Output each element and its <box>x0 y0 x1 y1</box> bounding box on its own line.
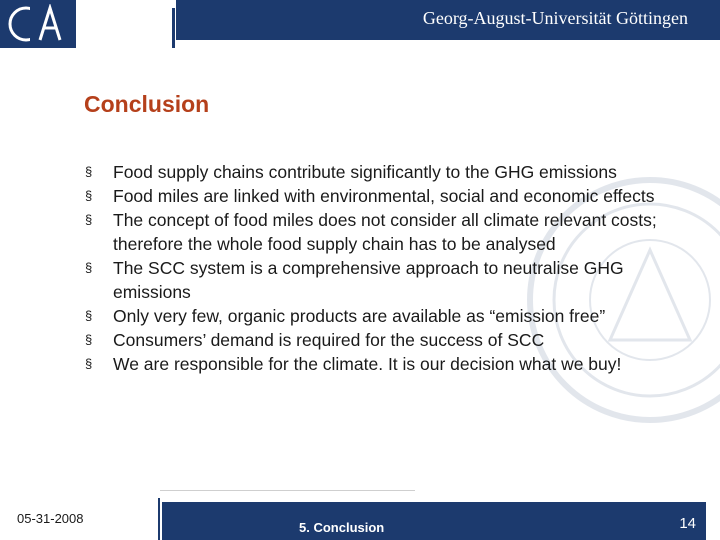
square-bullet-icon: § <box>85 356 93 371</box>
bullet-item <box>84 208 684 256</box>
bullet-item <box>84 352 684 376</box>
square-bullet-icon: § <box>85 212 93 227</box>
bullet-text: Food supply chains contribute significantly to the GHG emissions <box>113 162 617 182</box>
footer-divider <box>158 498 160 540</box>
bullet-item <box>84 304 684 328</box>
footer-date: 05-31-2008 <box>17 511 84 526</box>
slide-title: Conclusion <box>84 91 210 117</box>
bullet-text: Food miles are linked with environmental, social and economic effects <box>113 186 655 206</box>
square-bullet-icon: § <box>85 188 93 203</box>
square-bullet-icon: § <box>85 164 93 179</box>
header-divider <box>172 8 175 48</box>
footer-section-label: 5. Conclusion <box>299 520 385 535</box>
university-logo <box>0 0 76 48</box>
university-name: Georg-August-Universität Göttingen <box>422 8 688 28</box>
square-bullet-icon: § <box>85 260 93 275</box>
bullet-text: The concept of food miles does not consider all climate relevant costs; therefore the whole food supply chain has to be analysed <box>113 210 657 254</box>
slide-header <box>0 0 720 48</box>
square-bullet-icon: § <box>85 332 93 347</box>
conclusion-bullet-list <box>84 160 684 376</box>
square-bullet-icon: § <box>85 308 93 323</box>
university-monogram-icon <box>6 4 70 44</box>
footer-rule <box>160 490 415 491</box>
bullet-text: Only very few, organic products are available as “emission free” <box>113 306 606 326</box>
page-number: 14 <box>679 515 696 532</box>
bullet-text: The SCC system is a comprehensive approach to neutralise GHG emissions <box>113 258 624 302</box>
bullet-text: Consumers’ demand is required for the success of SCC <box>113 330 545 350</box>
bullet-item <box>84 184 684 208</box>
bullet-text: We are responsible for the climate. It is our decision what we buy! <box>113 354 622 374</box>
header-banner <box>176 0 720 40</box>
footer-banner <box>162 502 706 540</box>
bullet-item <box>84 328 684 352</box>
bullet-item <box>84 256 684 304</box>
bullet-item <box>84 160 684 184</box>
